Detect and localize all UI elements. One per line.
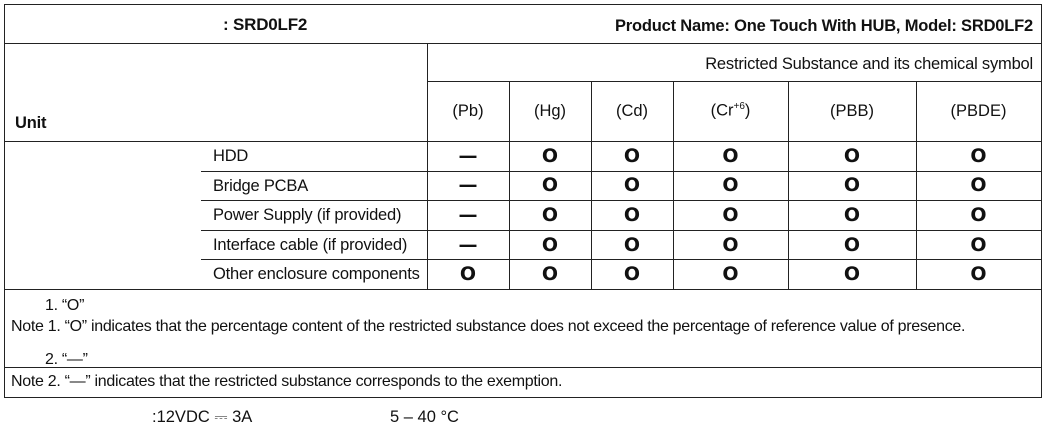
note2-text: Note 2. “—” indicates that the restricted substance corresponds to the exemption. [11,373,563,390]
mark-cell: O [541,263,559,286]
header-left-text: : SRD0LF2 [223,15,308,34]
rohs-table-frame [4,4,1042,398]
power-rating: :12VDC ⎓ 3A [152,408,253,426]
mark-cell: O [722,144,739,167]
row-label: Bridge PCBA [213,176,309,195]
mark-cell: O [623,263,641,286]
mark-cell: O [970,233,987,256]
col-header-pbde: (PBDE) [950,101,1007,120]
col-header-cr6: $(Cr^{+6})$ [710,101,751,120]
mark-cell: O [623,144,641,167]
mark-cell: O [970,174,987,197]
col-header-pbb: (PBB) [829,101,874,120]
row-label: HDD [213,147,249,165]
mark-cell: O [722,233,739,256]
col-header-cd: (Cd) [615,101,649,120]
mark-cell: O [541,233,559,256]
mark-cell: O [970,144,987,167]
mark-cell: — [458,203,478,226]
mark-cell: — [458,174,478,197]
mark-cell: O [541,174,559,197]
mark-cell: O [623,174,641,197]
mark-cell: O [541,144,559,167]
mark-cell: O [843,144,861,167]
note2-heading: 2. “—” [45,351,88,368]
mark-cell: O [541,203,559,226]
note1-text: Note 1. “O” indicates that the percentage content of the restricted substance does not exceed the percentage of reference value of presence. [11,318,966,335]
mark-cell: O [722,174,739,197]
col-header-hg: (Hg) [533,101,567,120]
group-header-text: Restricted Substance and its chemical symbol [705,55,1033,73]
row-label: Other enclosure components [213,265,420,284]
mark-cell: — [458,233,478,256]
mark-cell: O [623,233,641,256]
header-right-text: Product Name: One Touch With HUB, Model: SRD0LF2 [614,17,1033,35]
mark-cell: O [722,203,739,226]
row-label: Interface cable (if provided) [213,235,408,254]
operating-temperature: 5 – 40 °C [390,408,459,426]
mark-cell: O [970,203,987,226]
mark-cell: — [458,144,478,167]
mark-cell: O [843,233,861,256]
col-header-pb: (Pb) [452,101,484,120]
mark-cell: O [623,203,641,226]
unit-label: Unit [15,114,47,132]
mark-cell: O [459,263,477,286]
mark-cell: O [970,263,987,286]
row-label: Power Supply (if provided) [213,206,402,225]
mark-cell: O [843,203,861,226]
mark-cell: O [843,174,861,197]
note1-heading: 1. “O” [45,297,85,314]
mark-cell: O [722,263,739,286]
mark-cell: O [843,263,861,286]
